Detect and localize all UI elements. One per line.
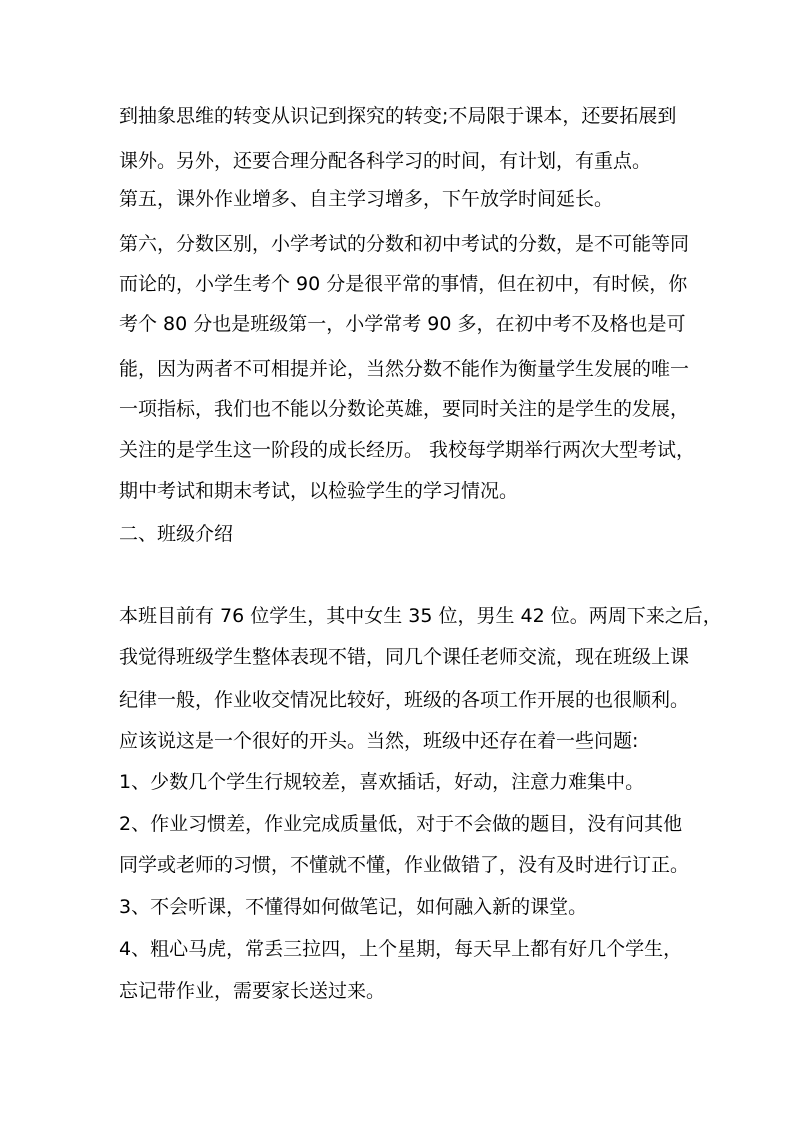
text-line: 关注的是学生这一阶段的成长经历。 我校每学期举行两次大型考试， [119, 439, 696, 461]
text-line: 能，因为两者不可相提并论，当然分数不能作为衡量学生发展的唯一 [119, 358, 690, 380]
section-heading: 二、班级介绍 [119, 523, 234, 545]
list-item: 1、少数几个学生行规较差，喜欢插话，好动，注意力难集中。 [119, 771, 645, 793]
text-line: 课外。另外，还要合理分配各科学习的时间，有计划，有重点。 [119, 150, 652, 172]
text-line: 纪律一般，作业收交情况比较好，班级的各项工作开展的也很顺利。 [119, 689, 690, 711]
list-item: 4、粗心马虎，常丢三拉四，上个星期，每天早上都有好几个学生， [119, 938, 683, 960]
text-line: 应该说这是一个很好的开头。当然，班级中还存在着一些问题: [119, 730, 639, 752]
text-line: 忘记带作业，需要家长送过来。 [119, 980, 386, 1002]
text-line: 期中考试和期末考试，以检验学生的学习情况。 [119, 480, 519, 502]
text-line: 一项指标，我们也不能以分数论英雄，要同时关注的是学生的发展， [119, 398, 690, 420]
list-item: 3、不会听课，不懂得如何做笔记，如何融入新的课堂。 [119, 896, 588, 918]
text-line: 同学或老师的习惯，不懂就不懂，作业做错了，没有及时进行订正。 [119, 854, 690, 876]
text-line: 第五，课外作业增多、自主学习增多，下午放学时间延长。 [119, 188, 614, 210]
text-line: 本班目前有 76 位学生，其中女生 35 位，男生 42 位。两周下来之后， [119, 605, 722, 627]
list-item: 2、作业习惯差，作业完成质量低，对于不会做的题目，没有问其他 [119, 813, 683, 835]
text-line: 考个 80 分也是班级第一，小学常考 90 多，在初中考不及格也是可 [119, 313, 686, 335]
text-line: 第六，分数区别，小学考试的分数和初中考试的分数，是不可能等同 [119, 233, 690, 255]
text-line: 而论的，小学生考个 90 分是很平常的事情，但在初中，有时候，你 [119, 273, 688, 295]
text-line: 到抽象思维的转变从识记到探究的转变;不局限于课本，还要拓展到 [119, 105, 677, 127]
text-line: 我觉得班级学生整体表现不错，同几个课任老师交流，现在班级上课 [119, 646, 690, 668]
